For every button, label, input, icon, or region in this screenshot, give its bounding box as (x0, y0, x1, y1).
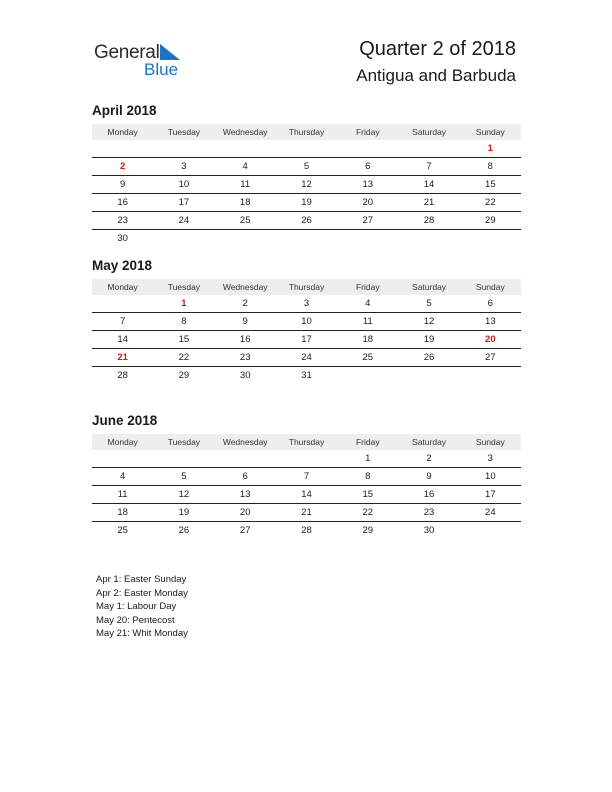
day-cell: 21 (423, 197, 435, 208)
weekday-label: Tuesday (167, 282, 201, 292)
day-cell (92, 450, 153, 467)
weekday-label: Thursday (288, 282, 325, 292)
day-cell: 8 (365, 471, 371, 482)
weekday-header (92, 279, 521, 295)
day-cell (215, 140, 276, 157)
day-cell: 17 (178, 197, 190, 208)
holiday-notes (96, 573, 188, 641)
day-cell (276, 140, 337, 157)
weekday-label: Wednesday (222, 437, 268, 447)
day-cell: 27 (239, 525, 251, 536)
day-cell: 31 (301, 370, 312, 381)
day-cell (460, 522, 521, 539)
week-row (92, 468, 521, 486)
week-row (92, 367, 521, 384)
day-cell: 13 (239, 489, 251, 500)
day-cell: 20 (239, 507, 251, 518)
day-cell: 20 (362, 197, 374, 208)
day-cell: 5 (181, 471, 187, 482)
day-cell: 24 (485, 507, 496, 518)
day-cell: 5 (303, 161, 310, 172)
day-cell: 1 (181, 298, 187, 309)
day-cell: 30 (423, 525, 435, 536)
holiday-note: Apr 1: Easter Sunday (96, 574, 187, 585)
week-row (92, 295, 521, 313)
month-grid (92, 295, 521, 384)
day-cell (398, 367, 459, 384)
month-title: April 2018 (92, 103, 157, 118)
day-cell: 25 (239, 215, 251, 226)
day-cell: 7 (119, 316, 126, 327)
day-cell: 9 (119, 179, 126, 190)
day-cell: 30 (239, 370, 251, 381)
day-cell (398, 230, 459, 247)
day-cell: 23 (117, 215, 128, 226)
weekday-label: Saturday (412, 127, 447, 137)
day-cell (337, 140, 398, 157)
day-cell: 26 (178, 525, 190, 536)
day-cell: 12 (423, 316, 435, 327)
week-row (92, 212, 521, 230)
holiday-note: May 20: Pentecost (96, 614, 175, 626)
day-cell: 14 (423, 179, 435, 190)
day-cell: 3 (303, 298, 310, 309)
day-cell: 2 (119, 161, 126, 172)
weekday-label: Sunday (475, 127, 505, 137)
day-cell: 16 (423, 489, 435, 500)
day-cell (153, 230, 214, 247)
day-cell: 28 (301, 525, 312, 536)
weekday-label: Friday (355, 437, 380, 447)
day-cell: 10 (485, 471, 496, 482)
weekday-label: Thursday (288, 437, 325, 447)
week-row (92, 450, 521, 468)
day-cell: 2 (242, 298, 248, 309)
logo-general-text: General (94, 42, 160, 63)
day-cell: 14 (301, 489, 312, 500)
weekday-label: Wednesday (222, 127, 268, 137)
day-cell: 15 (178, 334, 190, 345)
day-cell (460, 367, 521, 384)
day-cell: 28 (117, 370, 128, 381)
day-cell: 27 (362, 215, 374, 226)
day-cell (276, 450, 337, 467)
day-cell: 18 (239, 197, 251, 208)
day-cell: 7 (426, 161, 432, 172)
week-row (92, 194, 521, 212)
day-cell (92, 140, 153, 157)
day-cell (337, 367, 398, 384)
weekday-label: Friday (355, 282, 380, 292)
calendar-month (92, 258, 521, 384)
day-cell: 21 (301, 507, 312, 518)
weekday-label: Tuesday (167, 437, 201, 447)
week-row (92, 230, 521, 247)
page-subtitle: Antigua and Barbuda (356, 66, 516, 85)
day-cell: 19 (178, 507, 190, 518)
day-cell (153, 450, 214, 467)
day-cell: 29 (178, 370, 190, 381)
day-cell: 28 (423, 215, 435, 226)
day-cell: 18 (362, 334, 374, 345)
holiday-note: Apr 2: Easter Monday (96, 587, 188, 599)
day-cell: 30 (117, 233, 128, 244)
day-cell: 26 (423, 352, 435, 363)
day-cell: 5 (426, 298, 432, 309)
weekday-label: Saturday (412, 282, 447, 292)
day-cell: 14 (117, 334, 128, 345)
day-cell: 18 (117, 507, 128, 518)
day-cell: 16 (117, 197, 128, 208)
week-row (92, 486, 521, 504)
day-cell (398, 140, 459, 157)
weekday-label: Monday (107, 437, 138, 447)
calendar-month (92, 413, 521, 539)
day-cell: 4 (119, 471, 126, 482)
week-row (92, 331, 521, 349)
week-row (92, 140, 521, 158)
day-cell: 12 (178, 489, 190, 500)
day-cell: 8 (181, 316, 187, 327)
weekday-label: Monday (107, 282, 138, 292)
calendar-month (92, 103, 521, 247)
day-cell (215, 450, 276, 467)
day-cell: 25 (362, 352, 374, 363)
holiday-note: May 1: Labour Day (96, 601, 177, 612)
day-cell: 3 (487, 453, 493, 464)
day-cell (460, 230, 521, 247)
week-row (92, 504, 521, 522)
week-row (92, 313, 521, 331)
week-row (92, 349, 521, 367)
day-cell: 9 (426, 471, 432, 482)
day-cell: 19 (423, 334, 435, 345)
weekday-header (92, 434, 521, 450)
day-cell: 4 (242, 161, 248, 172)
day-cell: 22 (485, 197, 496, 208)
day-cell (215, 230, 276, 247)
logo-blue-text: Blue (144, 60, 179, 79)
day-cell (92, 295, 153, 312)
day-cell: 19 (301, 197, 312, 208)
day-cell: 10 (301, 316, 312, 327)
day-cell: 6 (242, 471, 248, 482)
day-cell: 1 (365, 453, 371, 464)
day-cell: 11 (362, 316, 373, 327)
day-cell: 10 (178, 179, 190, 190)
day-cell: 22 (362, 507, 374, 518)
day-cell: 21 (117, 352, 128, 363)
day-cell: 22 (178, 352, 190, 363)
week-row (92, 522, 521, 539)
month-grid (92, 450, 521, 539)
day-cell: 11 (117, 489, 128, 500)
day-cell: 23 (423, 507, 435, 518)
day-cell: 13 (362, 179, 374, 190)
logo-triangle-icon (160, 44, 180, 60)
day-cell: 25 (117, 525, 128, 536)
page-title: Quarter 2 of 2018 (359, 38, 516, 60)
day-cell: 13 (485, 316, 496, 327)
week-row (92, 158, 521, 176)
day-cell: 15 (362, 489, 374, 500)
day-cell: 24 (178, 215, 190, 226)
weekday-label: Thursday (288, 127, 325, 137)
day-cell: 24 (301, 352, 312, 363)
day-cell: 8 (487, 161, 493, 172)
day-cell: 17 (301, 334, 312, 345)
day-cell (153, 140, 214, 157)
day-cell: 27 (485, 352, 496, 363)
holiday-note: May 21: Whit Monday (96, 628, 188, 639)
day-cell: 6 (487, 298, 493, 309)
day-cell: 9 (242, 316, 248, 327)
day-cell: 15 (485, 179, 496, 190)
weekday-label: Sunday (475, 437, 505, 447)
day-cell: 26 (301, 215, 312, 226)
day-cell: 23 (239, 352, 251, 363)
weekday-label: Friday (355, 127, 380, 137)
weekday-label: Wednesday (222, 282, 268, 292)
day-cell: 16 (239, 334, 251, 345)
generalblue-logo (94, 40, 204, 80)
month-title: May 2018 (92, 258, 153, 273)
week-row (92, 176, 521, 194)
day-cell (337, 230, 398, 247)
day-cell: 1 (487, 143, 493, 154)
month-title: June 2018 (92, 413, 158, 428)
weekday-label: Tuesday (167, 127, 201, 137)
weekday-label: Saturday (412, 437, 447, 447)
weekday-header (92, 124, 521, 140)
day-cell: 29 (362, 525, 374, 536)
weekday-label: Monday (107, 127, 138, 137)
day-cell (276, 230, 337, 247)
day-cell: 7 (303, 471, 310, 482)
day-cell: 12 (301, 179, 312, 190)
month-grid (92, 140, 521, 247)
day-cell: 11 (240, 179, 251, 190)
day-cell: 29 (485, 215, 496, 226)
weekday-label: Sunday (475, 282, 505, 292)
day-cell: 6 (365, 161, 371, 172)
day-cell: 20 (485, 334, 496, 345)
day-cell: 4 (365, 298, 371, 309)
day-cell: 2 (426, 453, 432, 464)
day-cell: 17 (485, 489, 496, 500)
day-cell: 3 (181, 161, 187, 172)
